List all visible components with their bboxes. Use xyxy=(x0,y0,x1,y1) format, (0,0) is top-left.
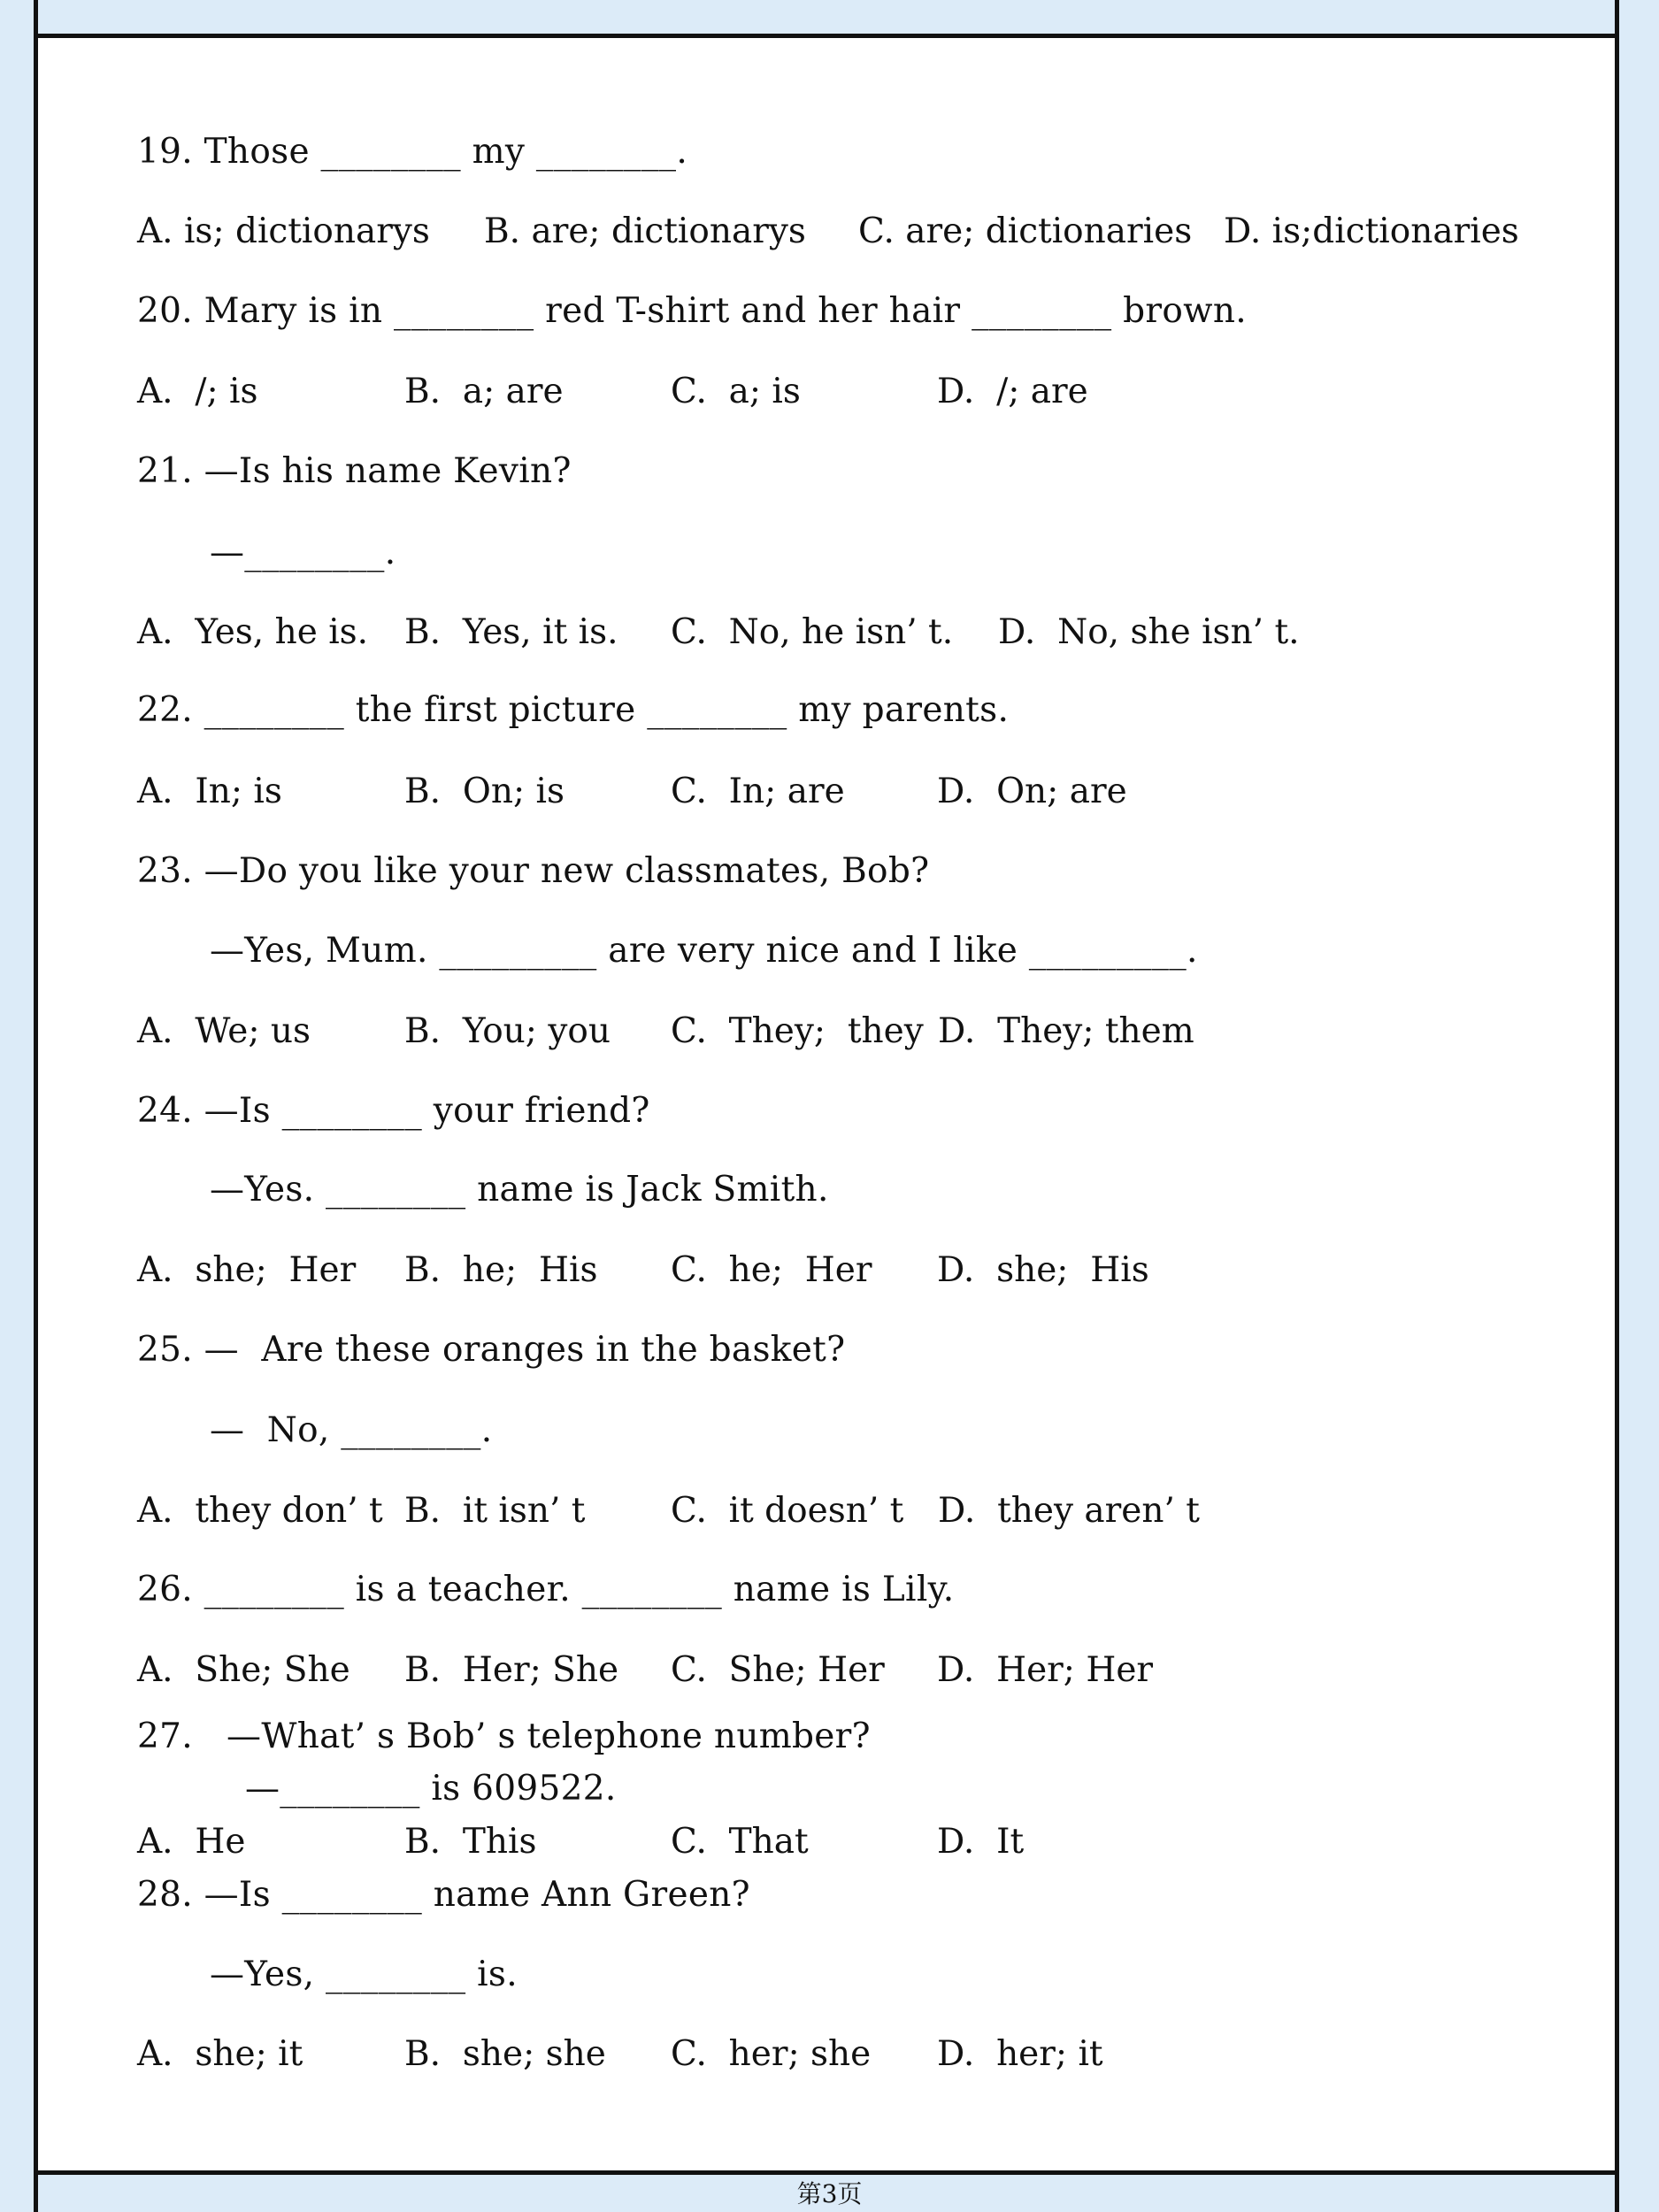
question-21-option-c: C. No, he isn’ t. xyxy=(671,612,954,652)
question-20-stem: 20. Mary is in ________ red T-shirt and her hair ________ brown. xyxy=(137,291,1247,331)
question-28-reply: —Yes, ________ is. xyxy=(210,1955,518,1994)
question-21-option-d: D. No, she isn’ t. xyxy=(998,612,1300,652)
question-27-option-d: D. It xyxy=(937,1822,1025,1862)
question-28-option-d: D. her; it xyxy=(937,2034,1103,2074)
question-21-option-a: A. Yes, he is. xyxy=(137,612,369,652)
question-27-option-a: A. He xyxy=(137,1822,246,1862)
question-22-option-a: A. In; is xyxy=(137,772,282,811)
question-19-option-d: D. is;dictionaries xyxy=(1224,211,1519,251)
question-23-option-d: D. They; them xyxy=(938,1011,1194,1051)
question-21-option-b: B. Yes, it is. xyxy=(404,612,618,652)
question-27-stem: 27. —What’ s Bob’ s telephone number? xyxy=(137,1717,871,1756)
question-21-reply: —________. xyxy=(210,533,396,572)
question-23-reply: —Yes, Mum. _________ are very nice and I like _________. xyxy=(210,931,1198,971)
question-22-stem: 22. ________ the first picture ________ my parents. xyxy=(137,690,1010,730)
question-25-option-c: C. it doesn’ t xyxy=(671,1491,904,1531)
question-28-stem: 28. —Is ________ name Ann Green? xyxy=(137,1875,750,1915)
question-24-option-b: B. he; His xyxy=(404,1250,598,1290)
question-20-option-a: A. /; is xyxy=(137,372,258,411)
question-20-option-b: B. a; are xyxy=(404,372,564,411)
page-number: 第3页 xyxy=(796,2179,863,2208)
question-22-option-b: B. On; is xyxy=(404,772,565,811)
question-25-stem: 25. — Are these oranges in the basket? xyxy=(137,1330,846,1370)
question-25-option-a: A. they don’ t xyxy=(137,1491,383,1531)
question-23-stem: 23. —Do you like your new classmates, Bob? xyxy=(137,851,930,891)
question-25-option-d: D. they aren’ t xyxy=(938,1491,1200,1531)
question-20-option-d: D. /; are xyxy=(937,372,1088,411)
question-23-option-c: C. They; they xyxy=(671,1011,924,1051)
question-24-stem: 24. —Is ________ your friend? xyxy=(137,1091,650,1131)
question-28-option-c: C. her; she xyxy=(671,2034,872,2074)
page-top-border xyxy=(34,0,1619,35)
question-28-option-a: A. she; it xyxy=(137,2034,303,2074)
question-26-option-a: A. She; She xyxy=(137,1650,350,1690)
question-24-option-c: C. he; Her xyxy=(671,1250,872,1290)
question-23-option-b: B. You; you xyxy=(404,1011,611,1051)
question-25-reply: — No, ________. xyxy=(210,1410,493,1450)
question-26-option-d: D. Her; Her xyxy=(937,1650,1154,1690)
question-28-option-b: B. she; she xyxy=(404,2034,606,2074)
question-24-option-a: A. she; Her xyxy=(137,1250,357,1290)
question-19-option-b: B. are; dictionarys xyxy=(484,211,806,251)
question-22-option-d: D. On; are xyxy=(937,772,1127,811)
question-23-option-a: A. We; us xyxy=(137,1011,311,1051)
question-22-option-c: C. In; are xyxy=(671,772,845,811)
question-19-option-c: C. are; dictionaries xyxy=(858,211,1193,251)
question-19-option-a: A. is; dictionarys xyxy=(137,211,430,251)
question-26-option-b: B. Her; She xyxy=(404,1650,619,1690)
question-24-option-d: D. she; His xyxy=(937,1250,1149,1290)
question-25-option-b: B. it isn’ t xyxy=(404,1491,586,1531)
question-26-option-c: C. She; Her xyxy=(671,1650,885,1690)
question-19-stem: 19. Those ________ my ________. xyxy=(137,132,688,172)
question-27-option-c: C. That xyxy=(671,1822,809,1862)
question-20-option-c: C. a; is xyxy=(671,372,801,411)
question-21-stem: 21. —Is his name Kevin? xyxy=(137,451,572,491)
question-24-reply: —Yes. ________ name is Jack Smith. xyxy=(210,1170,829,1210)
question-27-reply: —________ is 609522. xyxy=(245,1769,617,1809)
question-27-option-b: B. This xyxy=(404,1822,537,1862)
question-26-stem: 26. ________ is a teacher. ________ name is Lily. xyxy=(137,1570,955,1609)
